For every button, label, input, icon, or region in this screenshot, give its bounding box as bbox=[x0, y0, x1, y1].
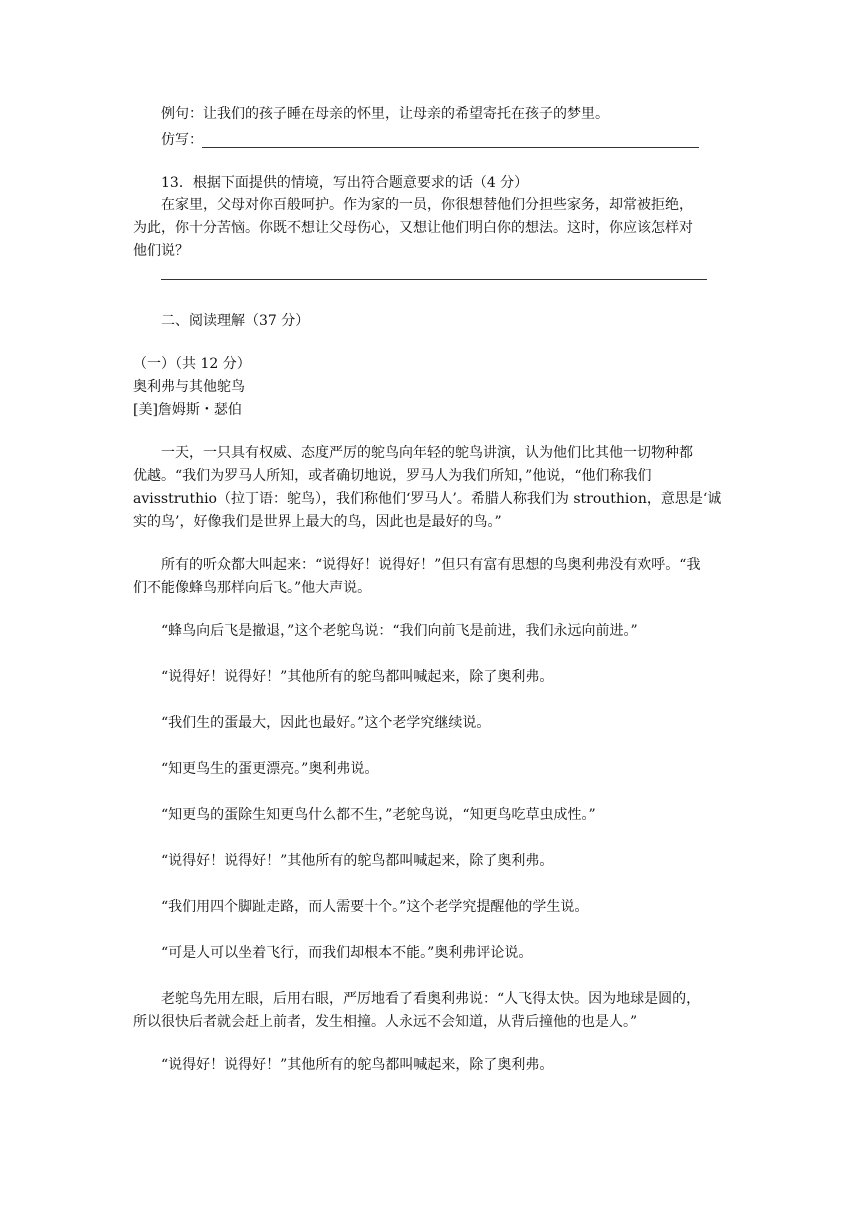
question-13-body-line: 在家里，父母对你百般呵护。作为家的一员，你很想替他们分担些家务，却常被拒绝， bbox=[161, 197, 693, 213]
example-sentence: 例句：让我们的孩子睡在母亲的怀里，让母亲的希望寄托在孩子的梦里。 bbox=[161, 106, 609, 122]
paragraph-line: 所以很快后者就会赶上前者，发生相撞。人永远不会知道，从背后撞他的也是人。” bbox=[133, 1014, 638, 1030]
part-1-label: （一）（共 12 分） bbox=[133, 356, 251, 372]
question-13-body-line: 他们说？ bbox=[133, 243, 189, 259]
paragraph-line: 一天，一只具有权威、态度严厉的鸵鸟向年轻的鸵鸟讲演，认为他们比其他一切物种都 bbox=[161, 445, 693, 461]
section-2-heading: 二、阅读理解（37 分） bbox=[161, 313, 310, 329]
paragraph: “说得好！说得好！”其他所有的鸵鸟都叫喊起来，除了奥利弗。 bbox=[161, 669, 554, 685]
paragraph: “说得好！说得好！”其他所有的鸵鸟都叫喊起来，除了奥利弗。 bbox=[161, 853, 554, 869]
question-13-title: 13．根据下面提供的情境，写出符合题意要求的话（4 分） bbox=[161, 175, 529, 191]
paragraph-line: 优越。“我们为罗马人所知，或者确切地说，罗马人为我们所知，”他说，“他们称我们 bbox=[133, 468, 652, 484]
paragraph: “蜂鸟向后飞是撤退，”这个老鸵鸟说：“我们向前飞是前进，我们永远向前进。” bbox=[161, 623, 638, 639]
imitate-line bbox=[161, 130, 203, 150]
article-title: 奥利弗与其他鸵鸟 bbox=[133, 379, 245, 395]
paragraph: “我们用四个脚趾走路，而人需要十个。”这个老学究提醒他的学生说。 bbox=[161, 899, 589, 915]
paragraph-line: 老鸵鸟先用左眼，后用右眼，严厉地看了看奥利弗说：“人飞得太快。因为地球是圆的， bbox=[161, 991, 701, 1007]
question-13-answer-blank[interactable] bbox=[161, 279, 707, 280]
paragraph-line: avisstruthio（拉丁语：鸵鸟），我们称他们‘罗马人’。希腊人称我们为 strouthion，意思是‘诚 bbox=[133, 491, 722, 507]
paragraph: “我们生的蛋最大，因此也最好。”这个老学究继续说。 bbox=[161, 715, 491, 731]
question-13-body-line: 为此，你十分苦恼。你既不想让父母伤心，又想让他们明白你的想法。这时，你应该怎样对 bbox=[133, 220, 693, 236]
article-author: [美]詹姆斯・瑟伯 bbox=[133, 402, 242, 418]
paragraph-line: 实的鸟’，好像我们是世界上最大的鸟，因此也是最好的鸟。” bbox=[133, 514, 502, 530]
paragraph-line: 所有的听众都大叫起来：“说得好！说得好！”但只有富有思想的鸟奥利弗没有欢呼。“我 bbox=[161, 557, 701, 573]
paragraph-line: 们不能像蜂鸟那样向后飞。”他大声说。 bbox=[133, 580, 372, 596]
imitate-answer-blank[interactable] bbox=[202, 147, 699, 148]
paragraph: “知更鸟的蛋除生知更鸟什么都不生，”老鸵鸟说，“知更鸟吃草虫成性。” bbox=[161, 807, 596, 823]
paragraph: “知更鸟生的蛋更漂亮。”奥利弗说。 bbox=[161, 761, 379, 777]
paragraph: “说得好！说得好！”其他所有的鸵鸟都叫喊起来，除了奥利弗。 bbox=[161, 1057, 554, 1073]
paragraph: “可是人可以坐着飞行，而我们却根本不能。”奥利弗评论说。 bbox=[161, 945, 533, 961]
imitate-label: 仿写： bbox=[161, 132, 203, 148]
